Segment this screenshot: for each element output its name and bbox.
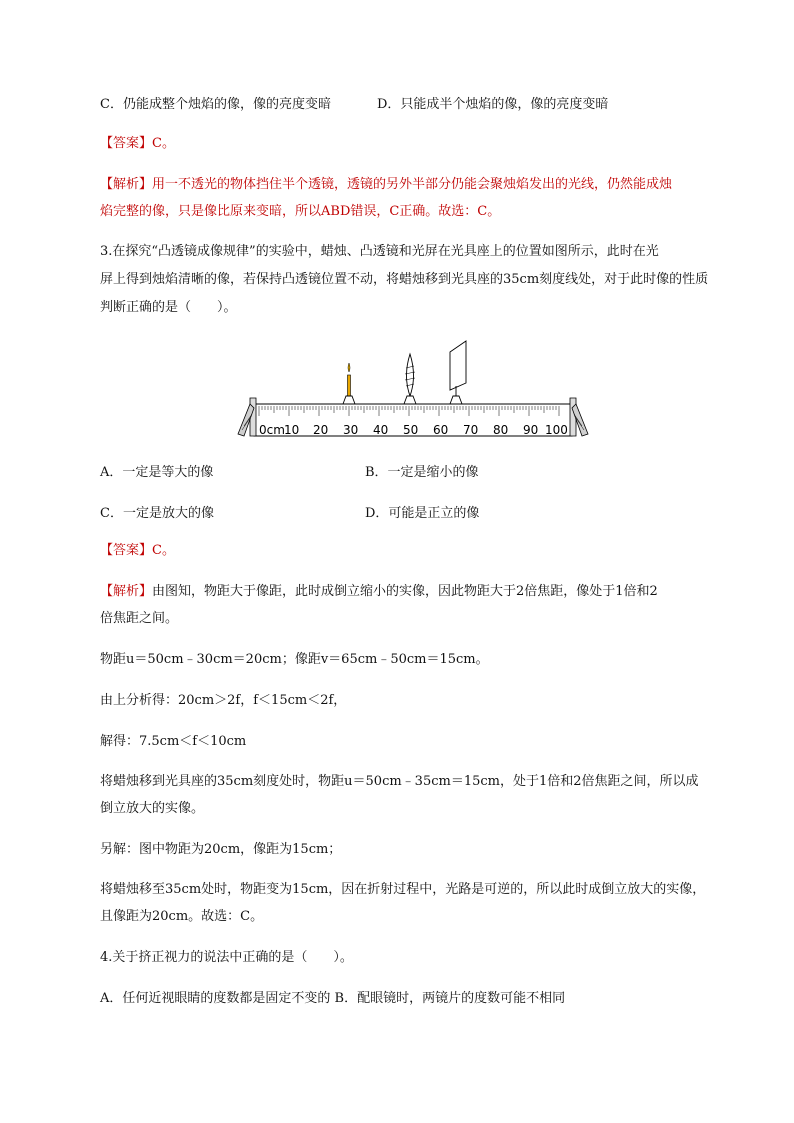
q3-distance-line: 物距u＝50cm﹣30cm＝20cm；像距v＝65cm﹣50cm＝15cm。: [100, 652, 489, 667]
analysis-tag: 【解析】: [100, 177, 153, 192]
q3-option-c: C．一定是放大的像: [100, 506, 214, 521]
q3-alt-line: 另解：图中物距为20cm，像距为15cm；: [100, 842, 342, 857]
answer-tag: 【答案】: [100, 543, 153, 558]
optical-bench-figure: [232, 338, 592, 448]
tick-label: 10: [284, 423, 300, 437]
q3-alt2-line-1: 将蜡烛移至35cm处时，物距变为15cm，因在折射过程中，光路是可逆的，所以此时成倒立放大的实像，: [100, 882, 706, 897]
tick-label: 60: [433, 423, 449, 437]
q3-stem-l2: 屏上得到烛焰清晰的像，若保持凸透镜位置不动，将蜡烛移到光具座的35cm刻度线处，对于此时像的性质: [100, 272, 709, 287]
tick-label: 50: [403, 423, 419, 437]
q2-analysis-l2: 焰完整的像，只是像比原来变暗，所以ABD错误，C正确。故选：C。: [100, 204, 501, 219]
convex-lens: [404, 354, 416, 404]
q2-answer: [100, 135, 175, 153]
q3-move-line-2: 倒立放大的实像。: [100, 801, 205, 816]
q3-solve-line: 解得：7.5cm＜f＜10cm: [100, 734, 247, 749]
q3-option-a: A．一定是等大的像: [100, 465, 214, 480]
q3-move-line-1: 将蜡烛移到光具座的35cm刻度处时，物距u＝50cm﹣35cm＝15cm，处于1倍和2倍焦距之间，所以成: [100, 774, 699, 789]
analysis-text: 由图知，物距大于像距，此时成倒立缩小的实像，因此物距大于2倍焦距，像处于1倍和2: [152, 584, 658, 599]
q2-analysis: [100, 176, 672, 194]
q2-option-d: D．只能成半个烛焰的像，像的亮度变暗: [377, 97, 609, 112]
left-support: [238, 398, 256, 436]
right-support: [570, 398, 588, 436]
q3-stem-l3: 判断正确的是（ ）。: [100, 300, 237, 315]
q3-alt2-line-2: 且像距为20cm。故选：C。: [100, 909, 264, 924]
tick-label: 30: [343, 423, 359, 437]
analysis-text: 用一不透光的物体挡住半个透镜，透镜的另外半部分仍能会聚烛焰发出的光线，仍然能成烛: [152, 177, 673, 192]
q4-stem: 4.关于挤正视力的说法中正确的是（ ）。: [100, 950, 353, 965]
q2-option-c: C．仍能成整个烛焰的像，像的亮度变暗: [100, 97, 331, 112]
q3-inequality-line: 由上分析得：20cm＞2f，f＜15cm＜2f，: [100, 693, 347, 708]
light-screen: [450, 341, 466, 404]
tick-label: 0cm: [259, 423, 285, 437]
answer-value: C。: [152, 136, 175, 151]
tick-label: 100: [545, 423, 568, 437]
tick-label: 80: [493, 423, 509, 437]
q3-stem-l1: 3.在探究“凸透镜成像规律”的实验中，蜡烛、凸透镜和光屏在光具座上的位置如图所示，此时在光: [100, 244, 659, 259]
analysis-tag: 【解析】: [100, 584, 153, 599]
q3-option-b: B．一定是缩小的像: [365, 465, 479, 480]
tick-label: 70: [463, 423, 479, 437]
q3-analysis: [100, 583, 658, 601]
answer-tag: 【答案】: [100, 136, 153, 151]
q3-option-d: D．可能是正立的像: [365, 506, 480, 521]
q4-options-ab: A．任何近视眼睛的度数都是固定不变的 B．配眼镜时，两镜片的度数可能不相同: [100, 991, 566, 1006]
tick-label: 20: [313, 423, 329, 437]
answer-value: C。: [152, 543, 175, 558]
q3-answer: [100, 542, 175, 560]
tick-label: 40: [373, 423, 389, 437]
tick-label: 90: [523, 423, 539, 437]
q3-analysis-l2: 倍焦距之间。: [100, 611, 179, 626]
candle: [343, 363, 355, 404]
